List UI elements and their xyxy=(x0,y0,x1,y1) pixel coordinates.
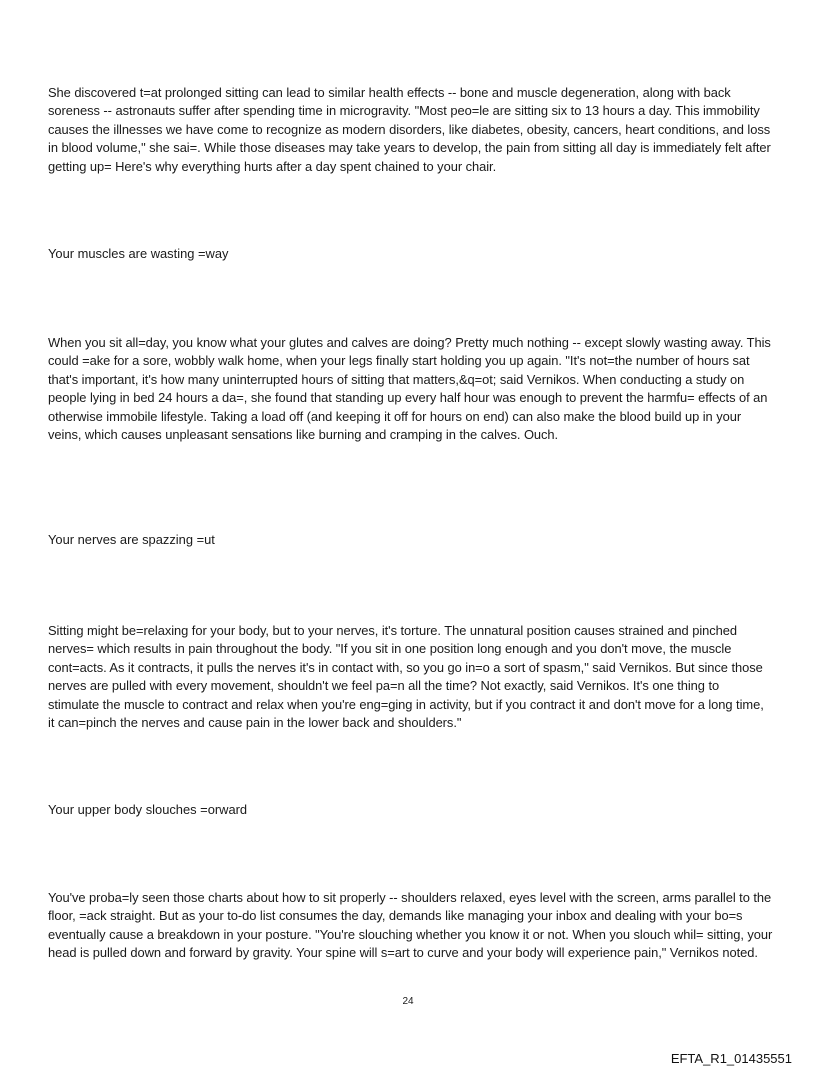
section-heading-nerves: Your nerves are spazzing =ut xyxy=(48,532,215,547)
section-heading-muscles: Your muscles are wasting =way xyxy=(48,246,229,261)
body-paragraph-slouch: You've proba=ly seen those charts about how to sit properly -- shoulders relaxed, eyes level with the screen, arms parallel to the floor, =ack straight. But as your to-do list consumes the day, demands like managing your inbox and dealing with your bo=s eventually cause a breakdown in your posture. "You're slouching whether you know it or not. When you slouch whil= sitting, your head is pulled down and forward by gravity. Your spine will s=art to curve and your body will experience pain," Vernikos noted. xyxy=(48,890,773,961)
body-paragraph-muscles: When you sit all=day, you know what your glutes and calves are doing? Pretty much nothing -- except slowly wasting away. This could =ake for a sore, wobbly walk home, when your legs finally start holding you up again. "It's not=the number of hours sat that's important, it's how many uninterrupted hours of sitting that matters,&q=ot; said Vernikos. When conducting a study on people lying in bed 24 hours a da=, she found that standing up every half hour was enough to prevent the harmfu= effects of an otherwise immobile lifestyle. Taking a load off (and keeping it off for hours on end) can also make the blood build up in your veins, which causes unpleasant sensations like burning and cramping in the calves. Ouch. xyxy=(48,335,771,443)
section-heading-slouch: Your upper body slouches =orward xyxy=(48,802,248,817)
document-id: EFTA_R1_01435551 xyxy=(670,1051,792,1066)
body-paragraph-nerves: Sitting might be=relaxing for your body, but to your nerves, it's torture. The unnatural position causes strained and pinched nerves= which results in pain throughout the body. "If you sit in one position long enough and you don't move, the muscle cont=acts. As it contracts, it pulls the nerves it's in contact with, so you go in=o a sort of spasm," said Vernikos. But since those nerves are pulled with every movement, shouldn't we feel pa=n all the time? Not exactly, said Vernikos. It's one thing to stimulate the muscle to contract and relax when you're eng=ging in activity, but if you contract it and don't move for a long time, it can=pinch the nerves and cause pain in the lower back and shoulders." xyxy=(48,623,764,731)
body-paragraph-intro: She discovered t=at prolonged sitting can lead to similar health effects -- bone and muscle degeneration, along with back soreness -- astronauts suffer after spending time in microgravity. "Most peo=le are sitting six to 13 hours a day. This immobility causes the illnesses we have come to recognize as modern disorders, like diabetes, obesity, cancers, heart conditions, and loss in blood volume," she sai=. While those diseases may take years to develop, the pain from sitting all day is immediately felt after getting up= Here's why everything hurts after a day spent chained to your chair. xyxy=(48,85,771,174)
page-number: 24 xyxy=(402,996,414,1007)
